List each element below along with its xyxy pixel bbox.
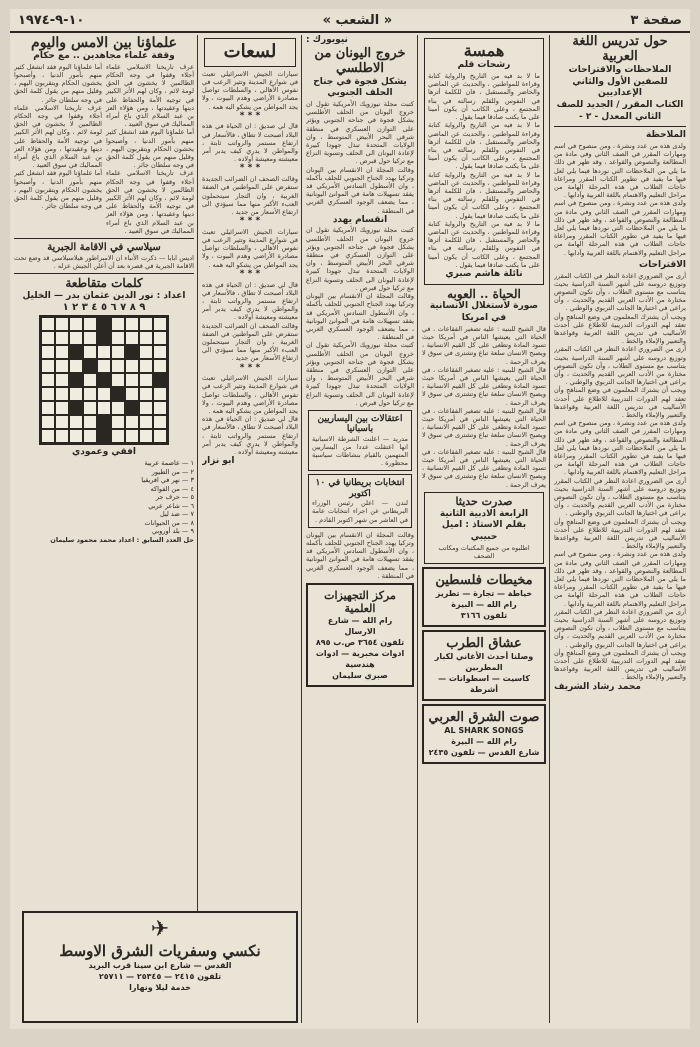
column-divider: [197, 35, 198, 1023]
crossword-cell[interactable]: [69, 359, 83, 373]
shark-songs-ad: [422, 704, 546, 764]
column-logo-box: [204, 38, 296, 67]
crossword-cell[interactable]: [69, 415, 83, 429]
article-body: أرى من الضروري اعادة النظر في الكتاب المقرر وتوزيع دروسه على أشهر السنة الدراسية بحيث يتناسب مع مستوى الطلاب ، وأن تكون النصوص مختارة من الأدب العربي القديم والحديث ، وأن يراعى في اختيارها الجانب التربوي والوطني .: [554, 476, 686, 518]
column-language-teaching: [554, 35, 686, 1023]
separator-stars: * * *: [239, 216, 261, 227]
column-byline: ابو نزار: [202, 456, 235, 467]
column-subtitle: رشحات قلم: [457, 60, 511, 71]
travel-ad: [22, 911, 298, 1023]
separator-stars: * * *: [239, 163, 261, 174]
crossword-cell[interactable]: [41, 345, 55, 359]
crossword-cell[interactable]: [153, 359, 167, 373]
article-body: وقالت المجلة ان الانقسام بين اليونان وتركيا يهدد الجناح الجنوبي للحلف بأكمله ، وان الأسطول السادس الأمريكي قد يفقد تسهيلات هامة في الموانئ اليونانية ، مما يضعف الوجود العسكري الغربي في المنطقة .: [306, 165, 414, 215]
article-body: أما علماؤنا اليوم فقد انشغل كثير منهم بأمور الدنيا ، وأصبحوا يخشون الحكام ويتقربون اليهم ، وقليل منهم من يقول كلمة الحق في وجه سلطان جائر .: [14, 62, 102, 104]
crossword-clue: ٩ — بلد أوروبي: [151, 527, 194, 536]
column-body: ما لا بد فيه من التاريخ والرواية كتابة وقراءة للمواطنين ، والحديث عن الماضي والحاضر والمستقبل ، فان للكلمة أثرها في النفوس وللقلم رسالته في بناء المجتمع ، وعلى الكاتب أن يكون أمينا على ما يكتب صادقا فيما يقول .: [428, 170, 540, 220]
scientific-equipment-ad: [306, 583, 414, 687]
crossword-clue: ٨ — من الحيوانات: [144, 518, 194, 527]
paper-name: « الشعب »: [322, 12, 393, 28]
separator-stars: * * *: [239, 268, 261, 279]
ad-line: رام الله — البيرة: [451, 599, 517, 609]
divider: [14, 238, 194, 239]
column-body: سيارات الجيش الاسرائيلي تعبث في شوارع المدينة وتثير الرعب في نفوس الأهالي ، والسلطات تواصل مصادرة الأراضي وهدم البيوت ، ولا يجد المواطن من يشكو اليه همه .: [202, 374, 298, 416]
crossword-black-cell: [69, 401, 83, 415]
crossword-cell[interactable]: [97, 401, 111, 415]
crossword-cell[interactable]: [55, 331, 69, 345]
crossword-cell[interactable]: [83, 331, 97, 345]
ad-title: عشاق الطرب: [446, 635, 522, 651]
article-body: كتبت مجلة نيوزويك الأمريكية تقول ان خروج اليونان من الحلف الأطلسي يشكل فجوة في جناحه الجنوبي ويؤثر على التوازن العسكري في منطقة شرقي البحر الأبيض المتوسط ، وان الولايات المتحدة تبذل جهودا كبيرة لإعادة اليونان الى الحلف وتسوية النزاع مع تركيا حول قبرص .: [306, 226, 414, 292]
column-essays: [422, 35, 546, 1023]
article-body: وقالت المجلة ان الانقسام بين اليونان وتركيا يهدد الجناح الجنوبي للحلف بأكمله ، وان الأسطول السادس الأمريكي قد يفقد تسهيلات هامة في الموانئ اليونانية ، مما يضعف الوجود العسكري الغربي في المنطقة .: [306, 530, 414, 580]
page-label: صفحة ٣: [630, 12, 682, 28]
column-stings: [202, 35, 298, 899]
crossword-clue: ٢ — من الطيور: [151, 467, 194, 476]
article-subhead: يشكل فجوة في جناح الحلف الجنوبي: [313, 76, 407, 99]
crossword-cell[interactable]: [139, 331, 153, 345]
crossword-cell[interactable]: [69, 387, 83, 401]
column-body: وقالت الصحف ان الضرائب الجديدة ستفرض على المواطنين في الضفة الغربية ، وان التجار سيتحملون العبء الأكبر منها مما سيؤدي الى ارتفاع الأسعار من جديد .: [202, 321, 298, 363]
ad-line: تلفون ٣١٦٦: [460, 610, 508, 620]
article-body: عرف تاريخنا الاسلامي علماء أجلاء وقفوا في وجه الحكام الظالمين لا يخشون في الحق لومة لائم ، وكان لهم الأثر الكبير في توجيه الأمة والحفاظ على دينها وعقيدتها ، ومن هؤلاء العز بن عبد السلام الذي باع أمراء المماليك في سوق العبيد .: [106, 169, 194, 235]
crossword-cell[interactable]: [111, 429, 125, 443]
separator-stars: * * *: [239, 110, 261, 121]
article-headline: حول تدريس اللغة العربية: [572, 35, 668, 64]
issue-date: ١٠-٩-١٩٧٤: [18, 12, 85, 28]
news-brief: [308, 410, 412, 472]
crossword-cell[interactable]: [125, 359, 139, 373]
body-subcolumn: [106, 63, 194, 235]
crossword-black-cell: [97, 331, 111, 345]
crossword-cell[interactable]: [111, 401, 125, 415]
column-divider: [549, 35, 550, 1023]
column-logo: لسعات: [223, 41, 277, 62]
crossword-cell[interactable]: [97, 387, 111, 401]
brief-body: مدريد — اعلنت الشرطة الاسبانية انها اعتقلت عددا من اليساريين المتهمين بالقيام بنشاطات سياسية محظورة .: [312, 434, 408, 468]
crossword-cell[interactable]: [83, 429, 97, 443]
two-col-body: [14, 63, 194, 235]
feature-body: قال الشيخ للبنيه : عليه تصغير الفقاعات ، في الحياة التي يعيشها الناس في أمريكا حيث تسود المادة وتطغى على كل القيم الانسانية ، ويصبح الانسان سلعة تباع وتشترى في سوق لا يعرف الرحمة .: [422, 447, 546, 489]
column-body: قال لي صديق : ان الحياة في هذه البلاد أصبحت لا تطاق ، فالأسعار في ارتفاع مستمر والرواتب ثابتة ، والمواطن لا يدري كيف يدبر أمر معيشته ومعيشة أولاده .: [202, 122, 298, 164]
article-body: كتبت مجلة نيوزويك الأمريكية تقول ان خروج اليونان من الحلف الأطلسي يشكل فجوة في جناحه الجنوبي ويؤثر على التوازن العسكري في منطقة شرقي البحر الأبيض المتوسط ، وان الولايات المتحدة تبذل جهودا كبيرة لإعادة اليونان الى الحلف وتسوية النزاع مع تركيا حول قبرص .: [306, 341, 414, 407]
section-proposals-heading: الاقتراحات: [639, 259, 686, 270]
crossword-cell[interactable]: [153, 387, 167, 401]
solution-note: حل العدد السابق : اعداد محمد محمود سليمان: [50, 535, 194, 544]
crossword-cell[interactable]: [139, 345, 153, 359]
crossword-cell[interactable]: [83, 373, 97, 387]
article-body: أما علماؤنا اليوم فقد انشغل كثير منهم بأمور الدنيا ، وأصبحوا يخشون الحكام ويتقربون اليهم ، وقليل منهم من يقول كلمة الحق في وجه سلطان جائر .: [106, 128, 194, 170]
crossword-black-cell: [153, 373, 167, 387]
crossword-author: اعداد : نور الدين عثمان بدر — الخليل: [22, 290, 186, 301]
crossword-cell[interactable]: [125, 317, 139, 331]
crossword-cell[interactable]: [55, 345, 69, 359]
crossword-cell[interactable]: [69, 429, 83, 443]
crossword-cell[interactable]: [41, 401, 55, 415]
crossword-cell[interactable]: [55, 387, 69, 401]
article-body: عرف تاريخنا الاسلامي علماء أجلاء وقفوا في وجه الحكام الظالمين لا يخشون في الحق لومة لائم ، وكان لهم الأثر الكبير في توجيه الأمة والحفاظ على دينها وعقيدتها ، ومن هؤلاء العز بن عبد السلام الذي باع أمراء المماليك في سوق العبيد .: [106, 62, 194, 129]
column-body: قال لي صديق : ان الحياة في هذه البلاد أصبحت لا تطاق ، فالأسعار في ارتفاع مستمر والرواتب ثابتة ، والمواطن لا يدري كيف يدبر أمر معيشته ومعيشة أولاده .: [202, 415, 298, 457]
crossword-clue: ٥ — حرف جر: [155, 493, 194, 502]
crossword-black-cell: [111, 387, 125, 401]
ad-line: كاسيت — اسطوانات — أشرطة: [438, 673, 530, 694]
separator-stars: * * *: [239, 362, 261, 373]
news-brief: [308, 474, 412, 527]
article-body: ولدى هذه من عدد ونشرة ، ومن منصوح في اسم ومهارات المقرر في الصف الثاني وفي مادة من المطالعة والنصوص والقواعد ، وقد ظهر في ذلك ما يلي من الملاحظات التي نوردها فيما يلي لعل فيها ما يفيد في تطوير الكتاب المقرر ومراعاة حاجات الطلاب في هذه المرحلة الهامة من مراحل التعليم والاهتمام باللغة العربية وآدابها .: [554, 199, 686, 257]
crossword-black-cell: [97, 415, 111, 429]
ad-line: تلفون ٣٦٥٤ ص.ب ٨٩٥: [315, 637, 405, 647]
article-body: ويجب أن يشترك المعلمون في وضع المناهج وأن تعقد لهم الدورات التدريبية للاطلاع على أحدث الأساليب في تدريس اللغة العربية وقواعدها والتعبير والإملاء والخط .: [554, 648, 686, 682]
crossword-cell[interactable]: [153, 317, 167, 331]
masthead: [10, 9, 690, 33]
section-notes-heading: الملاحظة: [645, 130, 686, 141]
crossword-cell[interactable]: [69, 331, 83, 345]
news-body: اديس ابابا — ذكرت الأنباء ان الامبراطور هيلاسيلاسي قد وضع تحت الاقامة الجبرية في قصره بعد أن أعلن الجيش عزله .: [14, 253, 194, 270]
article-body: أرى من الضروري اعادة النظر في الكتاب المقرر وتوزيع دروسه على أشهر السنة الدراسية بحيث يتناسب مع مستوى الطلاب ، وأن تكون النصوص مختارة من الأدب العربي القديم والحديث ، وأن يراعى في اختيارها الجانب التربوي والوطني .: [554, 345, 686, 387]
column-divider: [417, 35, 418, 1023]
article-body: عرف تاريخنا الاسلامي علماء أجلاء وقفوا في وجه الحكام الظالمين لا يخشون في الحق لومة لائم ، وكان لهم الأثر الكبير في توجيه الأمة والحفاظ على دينها وعقيدتها ، ومن هؤلاء العز بن عبد السلام الذي باع أمراء المماليك في سوق العبيد .: [14, 103, 102, 170]
ad-title: مركز التجهيزات العلمية: [324, 588, 396, 615]
feature-body: قال الشيخ للبنيه : عليه تصغير الفقاعات ، في الحياة التي يعيشها الناس في أمريكا حيث تسود المادة وتطغى على كل القيم الانسانية ، ويصبح الانسان سلعة تباع وتشترى في سوق لا يعرف الرحمة .: [422, 365, 546, 407]
dateline: نيويورك :: [306, 35, 348, 45]
column-logo: همسة: [463, 41, 505, 60]
ad-line: رام الله — البيرة: [451, 736, 517, 746]
crossword-cell[interactable]: [153, 345, 167, 359]
ad-latin-name: AL SHARK SONGS: [444, 725, 524, 735]
article-body: ولدى هذه من عدد ونشرة ، ومن منصوح في اسم ومهارات المقرر في الصف الثاني وفي مادة من المطالعة والنصوص والقواعد ، وقد ظهر في ذلك ما يلي من الملاحظات التي نوردها فيما يلي لعل فيها ما يفيد في تطوير الكتاب المقرر ومراعاة حاجات الطلاب في هذه المرحلة الهامة من مراحل التعليم والاهتمام باللغة العربية وآدابها .: [554, 142, 686, 200]
ad-title: نكسي وسفريات الشرق الاوسط: [59, 942, 261, 960]
publication-title: الرابعة الادبية الثانية: [439, 508, 529, 519]
crossword-clue: ٧ — ضد ليل: [160, 510, 194, 519]
article-body: ويجب أن يشترك المعلمون في وضع المناهج وأن تعقد لهم الدورات التدريبية للاطلاع على أحدث الأساليب في تدريس اللغة العربية وقواعدها والتعبير والإملاء والخط .: [554, 312, 686, 346]
crossword-cell[interactable]: [55, 317, 69, 331]
article-body: ولدى هذه من عدد ونشرة ، ومن منصوح في اسم ومهارات المقرر في الصف الثاني وفي مادة من المطالعة والنصوص والقواعد ، وقد ظهر في ذلك ما يلي من الملاحظات التي نوردها فيما يلي لعل فيها ما يفيد في تطوير الكتاب المقرر ومراعاة حاجات الطلاب في هذه المرحلة الهامة من مراحل التعليم والاهتمام باللغة العربية وآدابها .: [554, 419, 686, 477]
clues-list: [14, 459, 194, 544]
crossword-cell[interactable]: [125, 331, 139, 345]
crossword-cell[interactable]: [139, 415, 153, 429]
crossword-cell[interactable]: [153, 429, 167, 443]
article-body: ويجب أن يشترك المعلمون في وضع المناهج وأن تعقد لهم الدورات التدريبية للاطلاع على أحدث الأساليب في تدريس اللغة العربية وقواعدها والتعبير والإملاء والخط .: [554, 517, 686, 551]
crossword-clue: ٣ — نهر في افريقيا: [141, 476, 194, 485]
ad-line: رام الله — شارع الارسال: [327, 615, 393, 636]
article-byline: محمد رشاد الشريف: [554, 681, 641, 692]
crossword-cell[interactable]: [153, 415, 167, 429]
crossword-cell[interactable]: [111, 331, 125, 345]
column-body: وقالت الصحف ان الضرائب الجديدة ستفرض على المواطنين في الضفة الغربية ، وان التجار سيتحملون العبء الأكبر منها مما سيؤدي الى ارتفاع الأسعار من جديد .: [202, 175, 298, 216]
ad-line: وصلنا أحدث الأغاني لكبار المطربين: [434, 651, 534, 672]
brief-headline: اعتقالات بين اليساريين باسبانيا: [317, 413, 403, 435]
ad-line: تلفون ٢٤١٥ — ٢٥٣٤٥ — ٢٥٧١١: [98, 972, 222, 981]
divider: [14, 273, 194, 274]
crossword-cell[interactable]: [139, 373, 153, 387]
article-subhead: الملاحظات والاقتراحات للصفين الأول والثاني الإعداديين: [568, 64, 672, 99]
crossword-cell[interactable]: [55, 401, 69, 415]
crossword-cell[interactable]: [41, 373, 55, 387]
article-subheading: انقسام يهدد: [332, 214, 388, 225]
ad-line: خياطة — تجارة — تطريز: [435, 588, 533, 598]
feature-subhead: صورة لاستغلال الانسانية في امريكا: [429, 301, 539, 324]
column-body: سيارات الجيش الاسرائيلي تعبث في شوارع المدينة وتثير الرعب في نفوس الأهالي ، والسلطات تواصل مصادرة الأراضي وهدم البيوت ، ولا يجد المواطن من يشكو اليه همه .: [202, 69, 298, 111]
crossword-cell[interactable]: [153, 401, 167, 415]
crossword-cell[interactable]: [139, 317, 153, 331]
crossword-cell[interactable]: [55, 429, 69, 443]
feature-headline: الحياة .. العوبه: [447, 286, 521, 301]
ad-title: صوت الشرق العربي: [428, 709, 540, 725]
news-headline: سيلاسي في الاقامة الجبرية: [47, 242, 161, 254]
article-body: أرى من الضروري اعادة النظر في الكتاب المقرر وتوزيع دروسه على أشهر السنة الدراسية بحيث يتناسب مع مستوى الطلاب ، وأن تكون النصوص مختارة من الأدب العربي القديم والحديث ، وأن يراعى في اختيارها الجانب التربوي والوطني .: [554, 271, 686, 313]
crossword-cell[interactable]: [97, 359, 111, 373]
crossword-cell[interactable]: [111, 373, 125, 387]
ad-title: مخيطات فلسطين: [435, 572, 533, 588]
crossword-clue: ١ — عاصمة عربية: [144, 459, 194, 468]
crossword-cell[interactable]: [41, 429, 55, 443]
ad-line: صبري سليمان: [332, 670, 388, 680]
crossword-cell[interactable]: [111, 359, 125, 373]
publication-heading: صدرت حديثا: [455, 494, 513, 508]
crossword-cell[interactable]: [111, 345, 125, 359]
publication-author: بقلم الاستاذ : اميل حبيبي: [441, 520, 527, 542]
crossword-cell[interactable]: [153, 331, 167, 345]
crossword-black-cell: [97, 373, 111, 387]
article-subhead: وقفة علماء مجاهدين .. مع حكام: [33, 51, 175, 62]
crossword-cell[interactable]: [139, 401, 153, 415]
body-subcolumn: [14, 63, 102, 235]
crossword-cell[interactable]: [125, 373, 139, 387]
column-body: قال لي صديق : ان الحياة في هذه البلاد أصبحت لا تطاق ، فالأسعار في ارتفاع مستمر والرواتب ثابتة ، والمواطن لا يدري كيف يدبر أمر معيشته ومعيشة أولاده .: [202, 280, 298, 322]
column-body: ما لا بد فيه من التاريخ والرواية كتابة وقراءة للمواطنين ، والحديث عن الماضي والحاضر والمستقبل ، فان للكلمة أثرها في النفوس وللقلم رسالته في بناء المجتمع ، وعلى الكاتب أن يكون أمينا على ما يكتب صادقا فيما يقول .: [428, 121, 540, 171]
publication-note: اطلبوه من جميع المكتبات ومكاتب الصحف: [438, 543, 530, 560]
feature-body: قال الشيخ للبنيه : عليه تصغير الفقاعات ، في الحياة التي يعيشها الناس في أمريكا حيث تسود المادة وتطغى على كل القيم الانسانية ، ويصبح الانسان سلعة تباع وتشترى في سوق لا يعرف الرحمة .: [422, 406, 546, 448]
tailoring-ad: [422, 567, 546, 627]
column-scholars: [14, 35, 194, 899]
feature-body: قال الشيخ للبنيه : عليه تصغير الفقاعات ، في الحياة التي يعيشها الناس في أمريكا حيث تسود المادة وتطغى على كل القيم الانسانية ، ويصبح الانسان سلعة تباع وتشترى في سوق لا يعرف الرحمة .: [422, 324, 546, 366]
crossword-cell[interactable]: [125, 429, 139, 443]
newspaper-page: [10, 9, 690, 1029]
clues-heading: افقي وعمودي: [72, 447, 136, 458]
column-box: [424, 38, 544, 285]
crossword-cell[interactable]: [125, 387, 139, 401]
crossword-cell[interactable]: [125, 415, 139, 429]
crossword-cell[interactable]: [83, 317, 97, 331]
crossword-cell[interactable]: [139, 359, 153, 373]
crossword-cell[interactable]: [55, 415, 69, 429]
crossword-black-cell: [97, 317, 111, 331]
divider: [554, 126, 686, 127]
article-headline: علماؤنا بين الامس واليوم: [31, 35, 177, 51]
crossword-black-cell: [69, 373, 83, 387]
brief-headline: انتخابات بريطانيا في ١٠ اكتوبر: [315, 478, 405, 499]
crossword-cell[interactable]: [55, 359, 69, 373]
crossword-cell[interactable]: [41, 331, 55, 345]
crossword-title: كلمات متقاطعة: [65, 275, 143, 290]
crossword-cell[interactable]: [83, 415, 97, 429]
crossword-black-cell: [69, 345, 83, 359]
crossword-black-cell: [125, 345, 139, 359]
crossword-clue: ٤ — من الفواكه: [150, 484, 194, 493]
crossword-grid[interactable]: [39, 315, 169, 445]
crossword-cell[interactable]: [97, 345, 111, 359]
ad-line: القدس — شارع ابن سينا قرب البريد: [88, 961, 232, 970]
article-body: وقالت المجلة ان الانقسام بين اليونان وتركيا يهدد الجناح الجنوبي للحلف بأكمله ، وان الأسطول السادس الأمريكي قد يفقد تسهيلات هامة في الموانئ اليونانية ، مما يضعف الوجود العسكري الغربي في المنطقة .: [306, 292, 414, 342]
crossword-column-numbers: ٩ ٨ ٧ ٦ ٥ ٤ ٣ ٢ ١: [62, 302, 146, 314]
column-body: سيارات الجيش الاسرائيلي تعبث في شوارع المدينة وتثير الرعب في نفوس الأهالي ، والسلطات تواصل مصادرة الأراضي وهدم البيوت ، ولا يجد المواطن من يشكو اليه همه .: [202, 227, 298, 269]
article-body: أما علماؤنا اليوم فقد انشغل كثير منهم بأمور الدنيا ، وأصبحوا يخشون الحكام ويتقربون اليهم ، وقليل منهم من يقول كلمة الحق في وجه سلطان جائر .: [14, 169, 102, 211]
crossword-cell[interactable]: [41, 317, 55, 331]
crossword-clue: ٦ — شاعر عربي: [148, 501, 194, 510]
article-headline: خروج اليونان من الاطلسي: [314, 45, 406, 76]
crossword-cell[interactable]: [83, 387, 97, 401]
new-publication-box: [424, 492, 544, 564]
article-subhead-2: الكتاب المقرر / الجديد للصف الثاني المعدل - ٢ -: [556, 99, 684, 122]
crossword-cell[interactable]: [41, 415, 55, 429]
crossword-cell[interactable]: [139, 387, 153, 401]
crossword-cell[interactable]: [41, 387, 55, 401]
article-body: أرى من الضروري اعادة النظر في الكتاب المقرر وتوزيع دروسه على أشهر السنة الدراسية بحيث يتناسب مع مستوى الطلاب ، وأن تكون النصوص مختارة من الأدب العربي القديم والحديث ، وأن يراعى في اختيارها الجانب التربوي والوطني .: [554, 607, 686, 649]
crossword-cell[interactable]: [111, 317, 125, 331]
crossword-cell[interactable]: [69, 317, 83, 331]
column-world-news: [306, 35, 414, 1023]
crossword-cell[interactable]: [55, 373, 69, 387]
column-byline: نائلة هاشم صبري: [445, 268, 523, 279]
article-body: ولدى هذه من عدد ونشرة ، ومن منصوح في اسم ومهارات المقرر في الصف الثاني وفي مادة من المطالعة والنصوص والقواعد ، وقد ظهر في ذلك ما يلي من الملاحظات التي نوردها فيما يلي لعل فيها ما يفيد في تطوير الكتاب المقرر ومراعاة حاجات الطلاب في هذه المرحلة الهامة من مراحل التعليم والاهتمام باللغة العربية وآدابها .: [554, 550, 686, 608]
crossword-cell[interactable]: [111, 415, 125, 429]
crossword-cell[interactable]: [41, 359, 55, 373]
ad-line: شارع القدس — تلفون ٢٤٣٥: [428, 747, 540, 757]
crossword-cell[interactable]: [139, 429, 153, 443]
article-body: كتبت مجلة نيوزويك الأمريكية تقول ان خروج اليونان من الحلف الأطلسي يشكل فجوة في جناحه الجنوبي ويؤثر على التوازن العسكري في منطقة شرقي البحر الأبيض المتوسط ، وان الولايات المتحدة تبذل جهودا كبيرة لإعادة اليونان الى الحلف وتسوية النزاع مع تركيا حول قبرص .: [306, 99, 414, 166]
crossword-cell[interactable]: [83, 345, 97, 359]
ad-line: خدمة ليلا ونهارا: [129, 983, 191, 992]
crossword-black-cell: [83, 359, 97, 373]
article-body: ويجب أن يشترك المعلمون في وضع المناهج وأن تعقد لهم الدورات التدريبية للاطلاع على أحدث الأساليب في تدريس اللغة العربية وقواعدها والتعبير والإملاء والخط .: [554, 386, 686, 419]
crossword-black-cell: [97, 429, 111, 443]
column-body: ما لا بد فيه من التاريخ والرواية كتابة وقراءة للمواطنين ، والحديث عن الماضي والحاضر والمستقبل ، فان للكلمة أثرها في النفوس وللقلم رسالته في بناء المجتمع ، وعلى الكاتب أن يكون أمينا على ما يكتب صادقا فيما يقول .: [428, 219, 540, 269]
crossword-black-cell: [125, 401, 139, 415]
brief-body: لندن — اعلن رئيس الوزراء البريطاني عن اجراء انتخابات عامة في العاشر من شهر اكتوبر القادم .: [312, 499, 408, 524]
column-divider: [301, 35, 302, 1023]
ad-line: ادوات مخبرية — ادوات هندسية: [315, 648, 405, 669]
crossword-cell[interactable]: [83, 401, 97, 415]
column-body: ما لا بد فيه من التاريخ والرواية كتابة وقراءة للمواطنين ، والحديث عن الماضي والحاضر والمستقبل ، فان للكلمة أثرها في النفوس وللقلم رسالته في بناء المجتمع ، وعلى الكاتب أن يكون أمينا على ما يكتب صادقا فيما يقول .: [428, 72, 540, 122]
winged-emblem-icon: ✈: [150, 917, 170, 942]
music-ad: [422, 630, 546, 701]
